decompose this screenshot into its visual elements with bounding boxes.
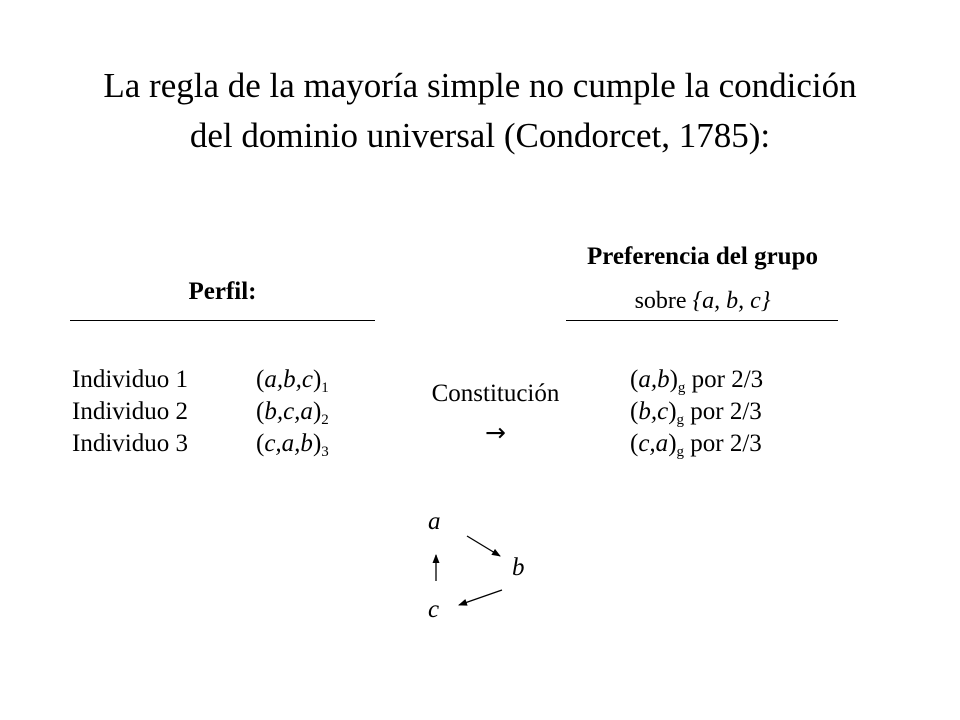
constitution-label: Constitución	[431, 380, 560, 407]
group-header: Preferencia del grupo	[587, 243, 818, 270]
individual-preference: $(b,c,a)_2$	[256, 398, 329, 428]
majority-text: por 2/3	[685, 366, 764, 393]
group-subheader-prefix: sobre	[634, 288, 693, 314]
individual-label: Individuo 1	[72, 366, 188, 393]
title-line-1: La regla de la mayoría simple no cumple la condición	[103, 66, 857, 105]
cycle-node-b: b	[512, 554, 525, 581]
group-row: $(a,b)_g$ por 2/3	[630, 366, 764, 396]
preference-subscript: 3	[321, 444, 329, 460]
preference-order: c,a,b	[264, 430, 313, 457]
constitution-arrow-icon: →	[485, 418, 506, 447]
profile-header: Perfil:	[188, 278, 257, 305]
arrow-b-to-c-icon	[459, 590, 502, 605]
preference-subscript: 1	[321, 380, 329, 396]
pair: a,b	[638, 366, 670, 393]
arrow-a-to-b-icon	[467, 536, 500, 556]
group-subscript: g	[677, 380, 686, 396]
individual-preference: $(a,b,c)_1$	[256, 366, 329, 396]
preference-order: b,c,a	[264, 398, 313, 425]
group-subscript: g	[676, 412, 685, 428]
individual-label: Individuo 3	[72, 430, 188, 457]
group-row: $(b,c)_g$ por 2/3	[630, 398, 762, 428]
group-alternatives-set: {a, b, c}	[692, 288, 771, 314]
majority-text: por 2/3	[684, 430, 762, 457]
pair: b,c	[638, 398, 669, 425]
group-row: $(c,a)_g$ por 2/3	[630, 430, 762, 460]
individual-label: Individuo 2	[72, 398, 188, 425]
cycle-node-c: c	[428, 596, 440, 623]
preference-order: a,b,c	[264, 366, 313, 393]
individual-preference: $(c,a,b)_3$	[256, 430, 329, 460]
cycle-node-a: a	[428, 508, 441, 535]
preference-subscript: 2	[321, 412, 329, 428]
title-line-2: del dominio universal (Condorcet, 1785):	[189, 116, 771, 155]
majority-text: por 2/3	[684, 398, 762, 425]
group-subscript: g	[676, 444, 685, 460]
pair: c,a	[638, 430, 669, 457]
